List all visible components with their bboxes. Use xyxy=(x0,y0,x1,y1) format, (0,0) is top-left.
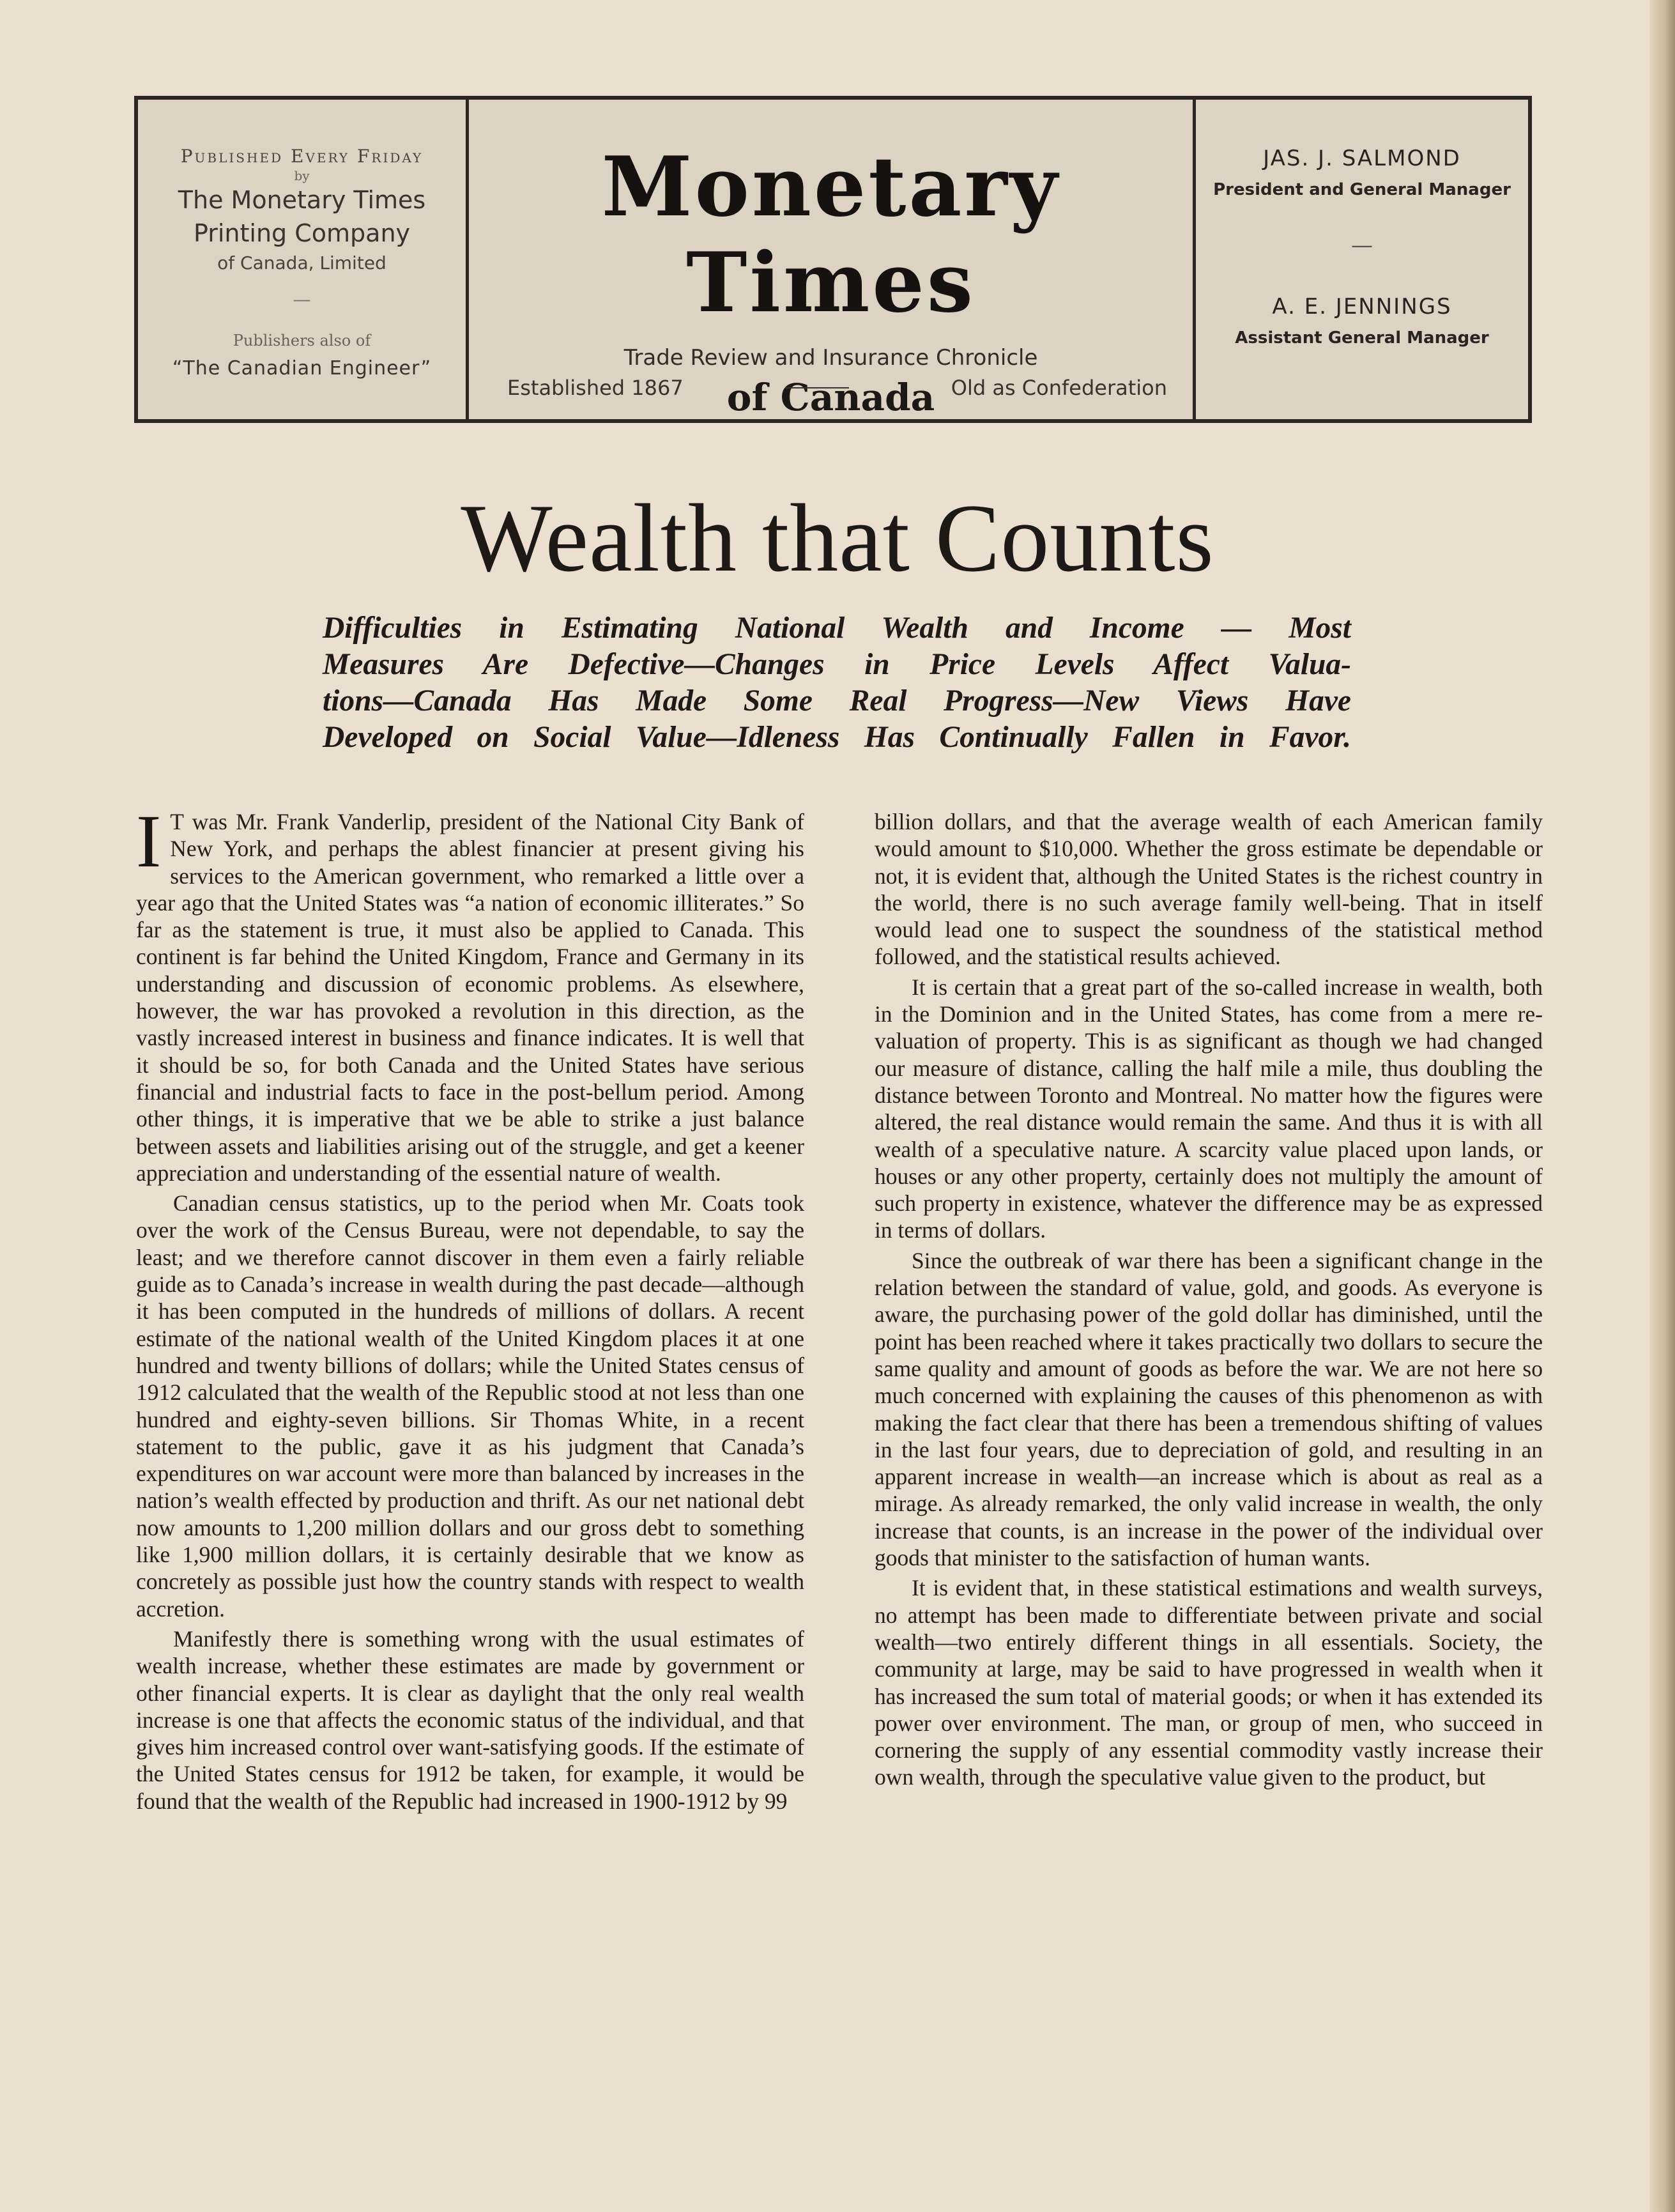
masthead-officers-panel xyxy=(1196,100,1528,419)
article-deck xyxy=(323,610,1351,756)
masthead-publisher-panel xyxy=(138,100,469,419)
article-paragraph: billion dollars, and that the average wealth of each American family would amount to $10,000. Whether the gross estimate be dependable or not, it is evident that, although the United States is the richest country in the world, there is no such average family well-being. That in itself would lead one to suspect the soundness of the statistical method followed, and the statistical results achieved. xyxy=(875,809,1543,970)
company-name-line3: of Canada, Limited xyxy=(217,252,386,273)
company-name-line1: The Monetary Times xyxy=(178,186,426,214)
publisher-divider: — xyxy=(293,289,311,310)
paragraph-text: T was Mr. Frank Vanderlip, president of the National City Bank of New York, and perhaps the ablest financier at present giving his services to the American government, who remarked a little over a year ago that the United States was “a nation of economic illiterates.” So far as the statement is true, it must also be applied to Canada. This continent is far behind the United Kingdom, France and Germany in its understanding and discussion of economic problems. As elsewhere, however, the war has provoked a revolution in this direction, as the vastly increased interest in business and finance indicates. It is well that it should be so, for both Canada and the United States have serious financial and industrial facts to face in the post-bellum period. Among other things, it is imperative that we be able to strike a just balance between assets and liabilities arising out of the struggle, and get a keener appreciation and understanding of the essential nature of wealth. xyxy=(136,809,804,1186)
deck-line: Developed on Social Value—Idleness Has Continually Fallen in Favor. xyxy=(323,721,1351,754)
footer-rule xyxy=(785,387,849,388)
officers-divider: — xyxy=(1351,233,1373,258)
masthead xyxy=(134,96,1532,423)
president-title: President and General Manager xyxy=(1213,180,1511,199)
published-every: Published Every Friday xyxy=(180,146,424,167)
established-year: Established 1867 xyxy=(507,376,684,400)
deck-line: Measures Are Defective—Changes in Price Levels Affect Valua- xyxy=(323,648,1351,681)
assistant-name: A. E. JENNINGS xyxy=(1272,294,1452,319)
publication-title: Monetary Times xyxy=(601,139,1060,331)
article-paragraph: Since the outbreak of war there has been a significant change in the relation between the standard of value, gold, and goods. As everyone is aware, the purchasing power of the gold dollar has diminished, until the point has been reached where it takes practically two dollars to secure the same quality and amount of goods as before the war. We are not here so much concerned with explaining the causes of this phenomenon as with making the fact clear that there has been a tremendous shifting of values in the last four years, due to depreciation of gold, and resulting in an apparent increase in wealth—an increase which is about as real as a mirage. As already remarked, the only valid increase in wealth, the only increase that counts, is an increase in the power of the individual over goods that minister to the satisfaction of human wants. xyxy=(875,1247,1543,1571)
article-headline: Wealth that Counts xyxy=(461,484,1214,592)
publishers-also: Publishers also of xyxy=(233,332,371,349)
publication-subtitle: Trade Review and Insurance Chronicle xyxy=(623,345,1038,371)
published-by: by xyxy=(294,168,310,183)
sister-publication: “The Canadian Engineer” xyxy=(172,357,432,380)
article-column-right xyxy=(875,808,1543,1791)
article-paragraph: It is evident that, in these statistical estimations and wealth surveys, no attempt has been made to differentiate between private and social wealth—two entirely different things in all essentials. Society, the community at large, may be said to have progressed in wealth when it has increased the sum total of material goods; or when it has extended its power over environment. The man, or group of men, who succeed in cornering the supply of any essential commodity vastly increase their own wealth, through the speculative value given to the product, but xyxy=(875,1575,1543,1790)
article-column-left xyxy=(136,799,804,1815)
deck-line: tions—Canada Has Made Some Real Progress—New Views Have xyxy=(323,684,1351,718)
publication-of-canada: of Canada xyxy=(726,376,935,419)
motto: Old as Confederation xyxy=(951,376,1167,400)
masthead-title-panel xyxy=(469,100,1196,419)
article-paragraph xyxy=(136,799,804,1187)
article-paragraph: It is certain that a great part of the so-called increase in wealth, both in the Dominion and in the United States, has come from a mere re-valuation of property. This is as significant as though we had changed our measure of distance, calling the half mile a mile, thus doubling the distance between Toronto and Montreal. No matter how the figures were altered, the real distance would remain the same. And thus it is with all wealth of a speculative nature. A scarcity value placed upon lands, or houses or any other property, certainly does not multiply the amount of such property in existence, whatever the difference may be as expressed in terms of dollars. xyxy=(875,974,1543,1243)
masthead-footer xyxy=(507,376,1167,400)
assistant-title: Assistant General Manager xyxy=(1235,328,1489,348)
president-name: JAS. J. SALMOND xyxy=(1263,146,1461,171)
drop-cap: I xyxy=(136,799,162,883)
deck-line: Difficulties in Estimating National Wealth and Income — Most xyxy=(323,611,1351,645)
article-paragraph: Canadian census statistics, up to the period when Mr. Coats took over the work of the Census Bureau, were not dependable, to say the least; and we therefore cannot discover in them even a fairly reliable guide as to Canada’s increase in wealth during the past decade—although it has been computed in the hundreds of millions of dollars. A recent estimate of the national wealth of the United Kingdom places it at one hundred and twenty billions of dollars; while the United States census of 1912 calculated that the wealth of the Republic stood at not less than one hundred and eighty-seven billions. Sir Thomas White, in a recent statement to the public, gave it as his judgment that Canada’s expenditures on war account were more than balanced by increases in the nation’s wealth effected by production and thrift. As our net national debt now amounts to 1,200 million dollars and our gross debt to something like 1,900 million dollars, it is certainly desirable that we know as concretely as possible just how the country stands with respect to wealth accretion. xyxy=(136,1190,804,1622)
article-paragraph: Manifestly there is something wrong with the usual estimates of wealth increase, whether these estimates are made by government or other financial experts. It is clear as daylight that the only real wealth increase is one that affects the economic status of the individual, and that gives him increased control over want-satisfying goods. If the estimate of the United States census for 1912 be taken, for example, it would be found that the wealth of the Republic had increased in 1900-1912 by 99 xyxy=(136,1625,804,1814)
page-edge xyxy=(1649,0,1675,2212)
company-name-line2: Printing Company xyxy=(193,219,411,247)
